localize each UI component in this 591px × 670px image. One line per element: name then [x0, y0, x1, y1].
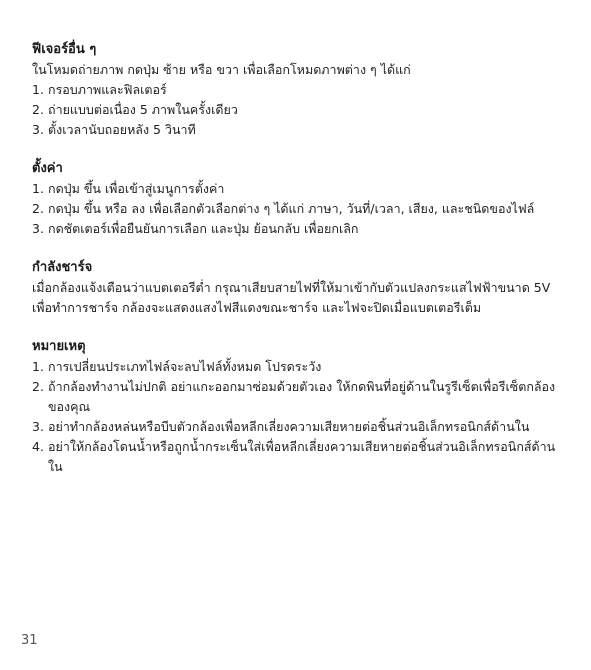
- list-item: [32, 80, 562, 100]
- page-number: 31: [21, 633, 38, 648]
- list-item: [32, 357, 562, 377]
- section-heading: หมายเหตุ: [32, 339, 86, 354]
- list-number: 1.: [32, 82, 44, 97]
- list-text: อย่าให้กล้องโดนน้ำหรือถูกน้ำกระเซ็นใส่เพื่อหลีกเลี่ยงความเสียหายต่อชิ้นส่วนอิเล็กทรอนิกส์ด้านใน: [48, 439, 556, 474]
- section-settings: [32, 159, 562, 239]
- section-heading: ตั้งค่า: [32, 161, 63, 176]
- list-number: 2.: [32, 201, 44, 216]
- list-item: [32, 120, 562, 140]
- list-number: 3.: [32, 122, 44, 137]
- section-other-features: [32, 40, 562, 140]
- list-item: [32, 377, 562, 417]
- list-text: อย่าทำกล้องหล่นหรือบีบตัวกล้องเพื่อหลีกเลี่ยงความเสียหายต่อชิ้นส่วนอิเล็กทรอนิกส์ด้านใน: [48, 419, 530, 434]
- section-paragraph: เมื่อกล้องแจ้งเตือนว่าแบตเตอรีต่ำ กรุณาเสียบสายไฟที่ให้มาเข้ากับตัวแปลงกระแสไฟฟ้าขนาด 5V เพื่อทำการชาร์จ กล้องจะแสดงแสงไฟสีแดงขณะชาร์จ และไฟจะปิดเมื่อแบตเตอรีเต็ม: [32, 280, 551, 315]
- list-number: 1.: [32, 359, 44, 374]
- list-number: 2.: [32, 102, 44, 117]
- section-charging: [32, 258, 562, 318]
- list-text: กดปุ่ม ขึ้น หรือ ลง เพื่อเลือกตัวเลือกต่าง ๆ ได้แก่ ภาษา, วันที่/เวลา, เสียง, และชนิดของไฟล์: [48, 201, 535, 216]
- list-item: [32, 219, 562, 239]
- list-number: 3.: [32, 221, 44, 236]
- section-notes: [32, 337, 562, 477]
- list-number: 3.: [32, 419, 44, 434]
- list-text: กดปุ่ม ขึ้น เพื่อเข้าสู่เมนูการตั้งค่า: [48, 181, 225, 196]
- list-item: [32, 417, 562, 437]
- list-text: ถ่ายแบบต่อเนื่อง 5 ภาพในครั้งเดียว: [48, 102, 238, 117]
- list-item: [32, 437, 562, 477]
- list-item: [32, 100, 562, 120]
- list-text: ถ้ากล้องทำงานไม่ปกติ อย่าแกะออกมาซ่อมด้วยตัวเอง ให้กดพินที่อยู่ด้านในรูรีเซ็ตเพื่อรีเซ็ตกล้องของคุณ: [48, 379, 556, 414]
- section-heading: กำลังชาร์จ: [32, 260, 93, 275]
- settings-list: [32, 179, 562, 239]
- list-text: การเปลี่ยนประเภทไฟล์จะลบไฟล์ทั้งหมด โปรดระวัง: [48, 359, 322, 374]
- list-number: 2.: [32, 379, 44, 394]
- notes-list: [32, 357, 562, 477]
- list-item: [32, 199, 562, 219]
- feature-list: [32, 80, 562, 140]
- list-item: [32, 179, 562, 199]
- section-heading: ฟีเจอร์อื่น ๆ: [32, 42, 97, 57]
- page-content: [32, 40, 562, 496]
- list-number: 4.: [32, 439, 44, 454]
- list-text: กรอบภาพและฟิลเตอร์: [48, 82, 167, 97]
- list-text: กดชัตเตอร์เพื่อยืนยันการเลือก และปุ่ม ย้อนกลับ เพื่อยกเลิก: [48, 221, 359, 236]
- list-text: ตั้งเวลานับถอยหลัง 5 วินาที: [48, 122, 196, 137]
- list-number: 1.: [32, 181, 44, 196]
- section-intro: ในโหมดถ่ายภาพ กดปุ่ม ซ้าย หรือ ขวา เพื่อเลือกโหมดภาพต่าง ๆ ได้แก่: [32, 62, 411, 77]
